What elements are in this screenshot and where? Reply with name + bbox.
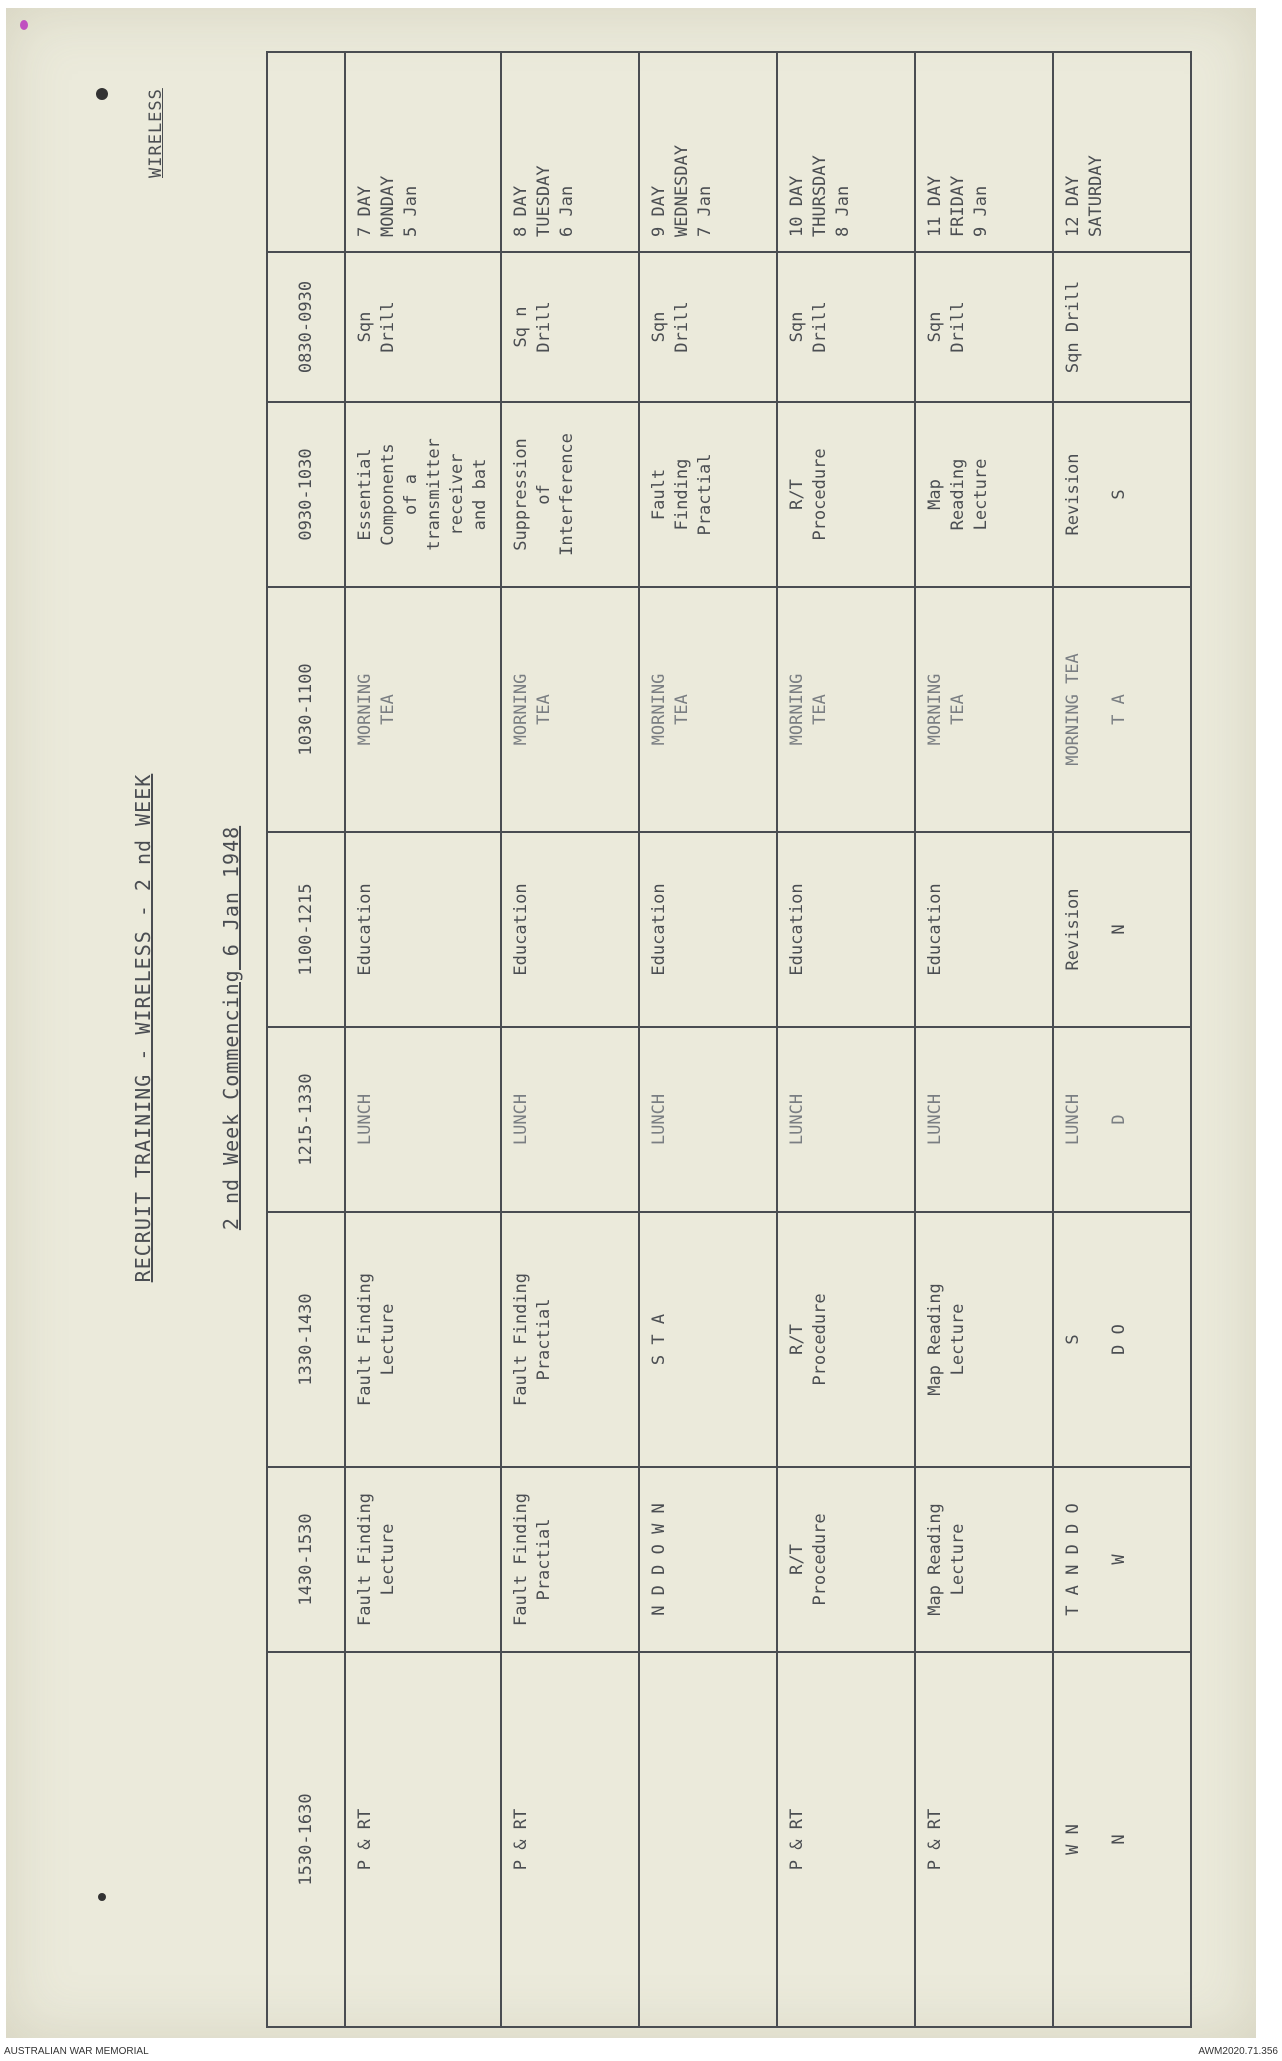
table-cell: Education: [915, 832, 1053, 1027]
table-cell: W N N: [1053, 1652, 1191, 2027]
table-cell: Sqn Drill: [345, 252, 501, 402]
paper-sheet: [6, 8, 1256, 2038]
table-cell: Sqn Drill: [1053, 252, 1191, 402]
table-cell: LUNCH D: [1053, 1027, 1191, 1212]
table-cell: Education: [501, 832, 639, 1027]
table-cell: MORNING TEA: [777, 587, 915, 832]
header-cell: 1330-1430: [267, 1212, 345, 1467]
table-cell: N D D O W N: [639, 1467, 777, 1652]
table-cell: Fault Finding Lecture: [345, 1467, 501, 1652]
header-cell: 1530-1630: [267, 1652, 345, 2027]
header-row: [267, 52, 345, 2027]
table-cell: P & RT: [345, 1652, 501, 2027]
table-cell: Sqn Drill: [777, 252, 915, 402]
table-cell: Essential Components of a transmitter receiver and bat: [345, 402, 501, 587]
table-cell: MORNING TEA: [639, 587, 777, 832]
table-cell: Revision S: [1053, 402, 1191, 587]
table-cell: R/T Procedure: [777, 402, 915, 587]
table-cell: R/T Procedure: [777, 1212, 915, 1467]
table-cell: LUNCH: [501, 1027, 639, 1212]
table-cell: LUNCH: [777, 1027, 915, 1212]
day-cell: 9 DAY WEDNESDAY 7 Jan: [639, 52, 777, 252]
table-cell: MORNING TEA T A: [1053, 587, 1191, 832]
table-cell: P & RT: [915, 1652, 1053, 2027]
table-cell: S T A: [639, 1212, 777, 1467]
day-cell: 12 DAY SATURDAY: [1053, 52, 1191, 252]
table-cell: MORNING TEA: [345, 587, 501, 832]
rotated-page: [6, 8, 1282, 2048]
timetable: [266, 51, 1192, 2028]
table-cell: P & RT: [501, 1652, 639, 2027]
header-cell: 0930-1030: [267, 402, 345, 587]
header-cell: 1100-1215: [267, 832, 345, 1027]
table-cell: Revision N: [1053, 832, 1191, 1027]
table-row: [915, 52, 1053, 2027]
table-cell: Education: [345, 832, 501, 1027]
table-cell: Map Reading Lecture: [915, 1467, 1053, 1652]
document-title: RECRUIT TRAINING - WIRELESS - 2 nd WEEK: [131, 773, 155, 1283]
table-row: [345, 52, 501, 2027]
table-cell: Fault Finding Practial: [501, 1212, 639, 1467]
table-row: [777, 52, 915, 2027]
table-row: [501, 52, 639, 2027]
header-cell: 0830-0930: [267, 252, 345, 402]
section-label: WIRELESS: [146, 88, 166, 178]
table-cell: Education: [777, 832, 915, 1027]
table-cell: Sqn Drill: [915, 252, 1053, 402]
day-cell: 7 DAY MONDAY 5 Jan: [345, 52, 501, 252]
table-cell: Map Reading Lecture: [915, 402, 1053, 587]
table-row: [639, 52, 777, 2027]
day-cell: 11 DAY FRIDAY 9 Jan: [915, 52, 1053, 252]
day-cell: 10 DAY THURSDAY 8 Jan: [777, 52, 915, 252]
table-cell: MORNING TEA: [501, 587, 639, 832]
table-cell: Suppression of Interference: [501, 402, 639, 587]
table-cell: Fault Finding Practial: [501, 1467, 639, 1652]
day-cell: 8 DAY TUESDAY 6 Jan: [501, 52, 639, 252]
header-cell: 1430-1530: [267, 1467, 345, 1652]
table-row: [1053, 52, 1191, 2027]
table-cell: Sqn Drill: [639, 252, 777, 402]
table-cell: MORNING TEA: [915, 587, 1053, 832]
table-cell: R/T Procedure: [777, 1467, 915, 1652]
table-cell: LUNCH: [639, 1027, 777, 1212]
table-cell: P & RT: [777, 1652, 915, 2027]
footer-credit: AUSTRALIAN WAR MEMORIAL: [4, 2046, 149, 2057]
table-cell: [639, 1652, 777, 2027]
table-cell: S D O: [1053, 1212, 1191, 1467]
table-cell: T A N D D O W: [1053, 1467, 1191, 1652]
table-cell: LUNCH: [345, 1027, 501, 1212]
footer-reference: AWM2020.71.356: [1198, 2046, 1278, 2057]
table-cell: Fault Finding Practial: [639, 402, 777, 587]
table-cell: Fault Finding Lecture: [345, 1212, 501, 1467]
table-cell: LUNCH: [915, 1027, 1053, 1212]
table-cell: Sq n Drill: [501, 252, 639, 402]
table-cell: Education: [639, 832, 777, 1027]
header-cell: 1030-1100: [267, 587, 345, 832]
table-cell: Map Reading Lecture: [915, 1212, 1053, 1467]
header-cell: [267, 52, 345, 252]
document-subtitle: 2 nd Week Commencing 6 Jan 1948: [219, 825, 243, 1231]
header-cell: 1215-1330: [267, 1027, 345, 1212]
